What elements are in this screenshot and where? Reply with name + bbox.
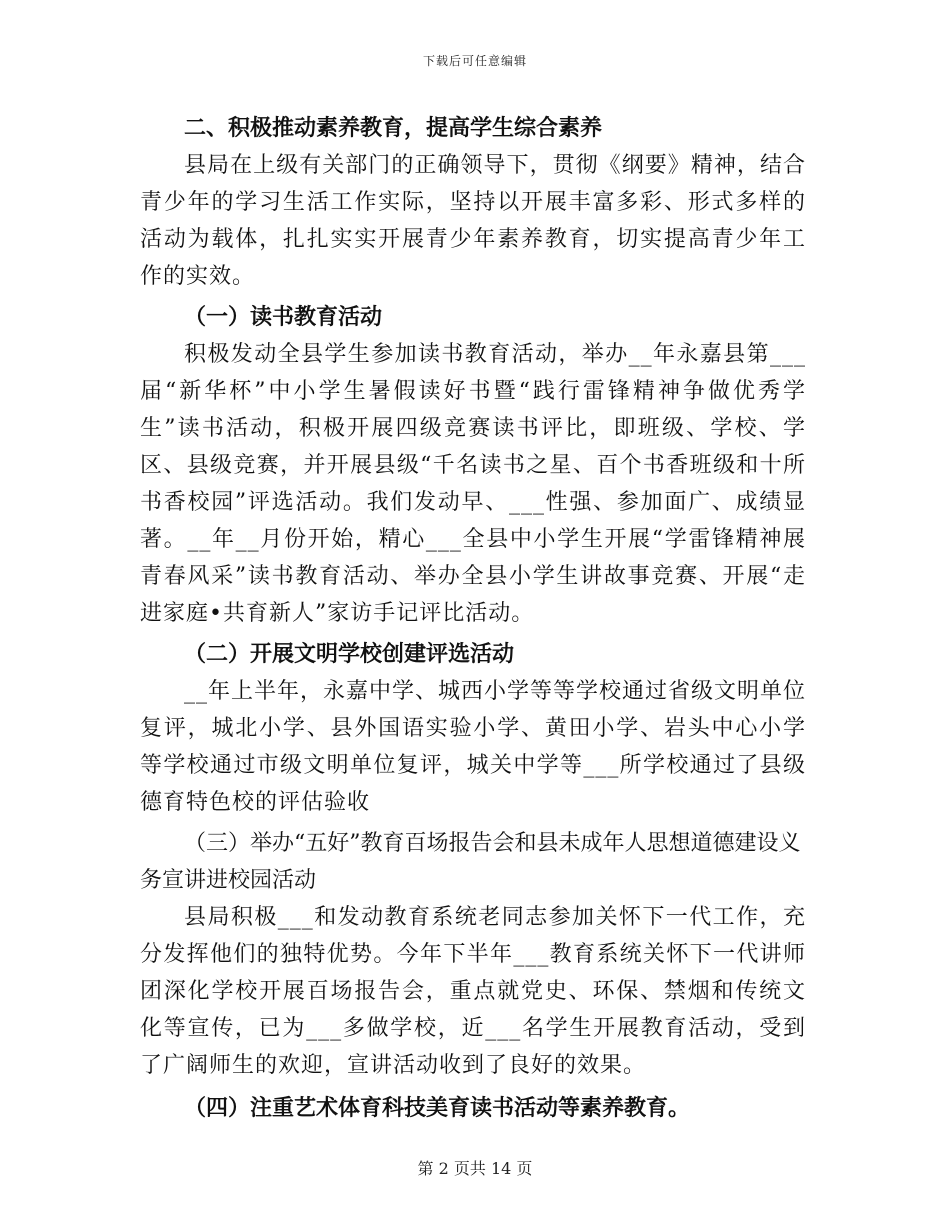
section-intro-paragraph: 县局在上级有关部门的正确领导下，贯彻《纲要》精神，结合青少年的学习生活工作实际，坚持以开展丰富多彩、形式多样的活动为载体，扎扎实实开展青少年素养教育，切实提高青少年工作的实效。	[140, 153, 806, 289]
page-number: 第 2 页共 14 页	[417, 1159, 533, 1178]
subsection-1-paragraph: 积极发动全县学生参加读书教育活动，举办__年永嘉县第___届“新华杯”中小学生暑假读好书暨“践行雷锋精神争做优秀学生”读书活动，积极开展四级竞赛读书评比，即班级、学校、学区、县级竞赛，并开展县级“千名读书之星、百个书香班级和十所书香校园”评选活动。我们发动早、___性强、参加面广、成绩显著。__年__月份开始，精心___全县中小学生开展“学雷锋精神展青春风采”读书教育活动、举办全县小学生讲故事竞赛、开展“走进家庭•共育新人”家访手记评比活动。	[140, 342, 806, 626]
page-header-note: 下载后可任意编辑	[422, 54, 527, 68]
subsection-1-title: （一）读书教育活动	[184, 304, 383, 330]
subsection-4-title: （四）注重艺术体育科技美育读书活动等素养教育。	[184, 1095, 691, 1121]
subsection-3-paragraph: 县局积极___和发动教育系统老同志参加关怀下一代工作，充分发挥他们的独特优势。今年下半年___教育系统关怀下一代讲师团深化学校开展百场报告会，重点就党史、环保、禁烟和传统文化等宣传，已为___多做学校，近___名学生开展教育活动，受到了广阔师生的欢迎，宣讲活动收到了良好的效果。	[140, 905, 806, 1078]
subsection-2-paragraph: __年上半年，永嘉中学、城西小学等等学校通过省级文明单位复评，城北小学、县外国语实验小学、黄田小学、岩头中心小学等学校通过市级文明单位复评，城关中学等___所学校通过了县级德育特色校的评估验收	[140, 679, 807, 815]
subsection-3-title: （三）举办“五好”教育百场报告会和县未成年人思想道德建设义务宣讲进校园活动	[140, 831, 801, 893]
section-title: 二、积极推动素养教育，提高学生综合素养	[184, 115, 603, 141]
subsection-2-title: （二）开展文明学校创建评选活动	[184, 641, 515, 667]
document-body	[140, 110, 806, 1127]
